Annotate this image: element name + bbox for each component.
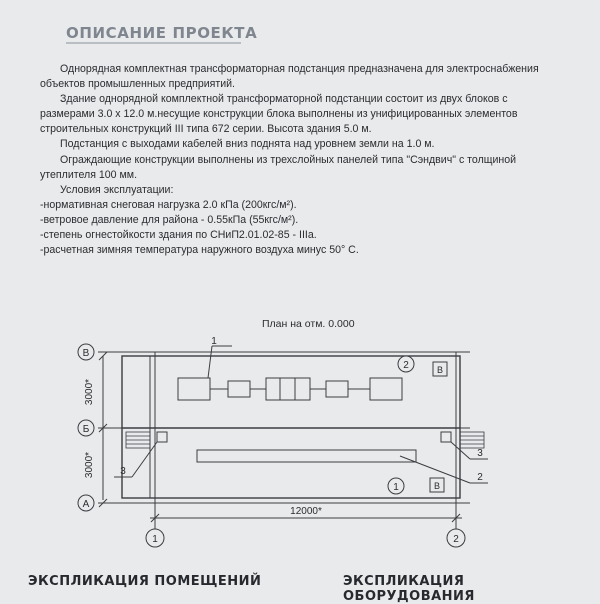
room-marker-label: 1	[393, 482, 399, 493]
equipment-explication-heading: ЭКСПЛИКАЦИЯ ОБОРУДОВАНИЯ	[343, 574, 475, 604]
description-paragraph: Ограждающие конструкции выполнены из трехслойных панелей типа "Сэндвич" с толщиной утеплителя 100 мм.	[40, 153, 517, 181]
axis-label-1: 1	[152, 534, 158, 545]
condition-item: -расчетная зимняя температура наружного воздуха минус 50° С.	[40, 244, 359, 257]
equipment-cell	[228, 381, 250, 397]
room-tag-label: В	[433, 481, 441, 491]
transformer-left	[178, 378, 210, 400]
equipment-box	[441, 432, 451, 442]
plan-title: План на отм. 0.000	[262, 318, 355, 330]
condition-item: -ветровое давление для района - 0.55кПа (55кгс/м²).	[40, 213, 299, 226]
page-title: ОПИСАНИЕ ПРОЕКТА	[66, 24, 258, 42]
axis-label-a: А	[82, 499, 90, 510]
building-outline	[122, 356, 460, 498]
equipment-box	[157, 432, 167, 442]
cable-channel	[197, 450, 416, 462]
description-paragraph: Здание однорядной комплектной трансформаторной подстанции состоит из двух блоков с размерами 3.0 х 12.0 м.несущие конструкции блока выполнены из унифицированных элементов строительных конструкций III типа 672 серии. Высота здания 5.0 м.	[40, 93, 518, 136]
dimension-vertical-label: 3000*	[84, 378, 95, 406]
room-marker-label: 2	[403, 360, 409, 371]
leader-line-3	[132, 442, 157, 477]
description-paragraph: Подстанция с выходами кабелей вниз поднята над уровнем земли на 1.0 м.	[60, 138, 435, 151]
dimension-horizontal-label: 12000*	[290, 506, 322, 517]
switchgear	[266, 378, 310, 400]
room-tag-label: В	[436, 365, 444, 375]
condition-item: -степень огнестойкости здания по СНиП2.01.02-85 - IIIa.	[40, 229, 317, 242]
axis-label-v: В	[82, 348, 90, 359]
axis-label-b: Б	[82, 424, 90, 435]
callout-label: 2	[477, 472, 483, 483]
callout-label: 3	[120, 466, 126, 477]
conditions-title: Условия эксплуатации:	[60, 183, 174, 196]
axis-label-2: 2	[453, 534, 459, 545]
dimension-vertical-label: 3000*	[84, 451, 95, 479]
callout-label: 1	[211, 336, 217, 347]
equipment-cell	[326, 381, 348, 397]
description-paragraph: Однорядная комплектная трансформаторная подстанция предназначена для электроснабжения объектов промышленных предприятий.	[40, 63, 539, 91]
condition-item: -нормативная снеговая нагрузка 2.0 кПа (200кгс/м²).	[40, 198, 297, 211]
transformer-right	[370, 378, 402, 400]
leader-line-1	[208, 346, 212, 378]
callout-label: 3	[477, 448, 483, 459]
rooms-explication-heading: ЭКСПЛИКАЦИЯ ПОМЕЩЕНИЙ	[28, 574, 262, 589]
